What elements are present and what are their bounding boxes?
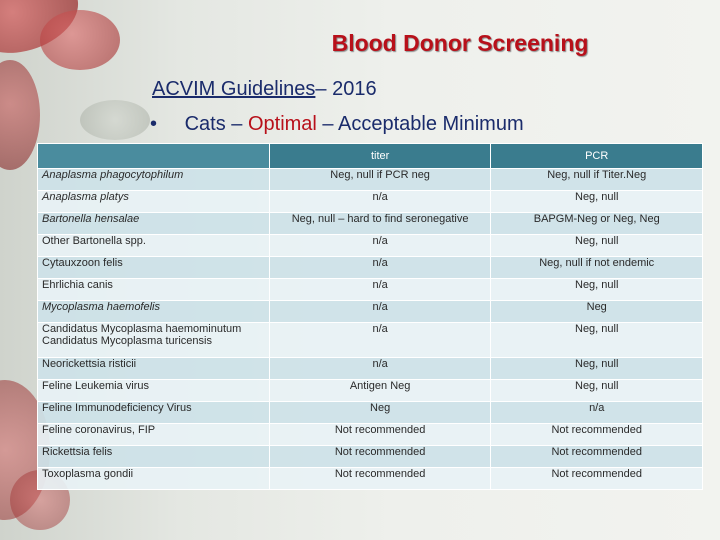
agent-name: Feline Immunodeficiency Virus [38,402,270,424]
table-row [38,424,703,446]
minimum-label: Acceptable Minimum [338,113,524,135]
pcr-value: Neg, null [491,380,703,402]
agent-name-line-1: Candidatus Mycoplasma haemominutum [42,323,242,335]
agent-name [38,323,270,358]
pcr-value: Neg, null [491,235,703,257]
agent-name: Feline coronavirus, FIP [38,424,270,446]
screening-table [37,143,703,490]
titer-value: n/a [269,191,491,213]
pcr-value: Not recommended [491,468,703,490]
cats-bullet-line [150,113,524,136]
agent-name: Ehrlichia canis [38,279,270,301]
table-header-row [38,144,703,169]
header-pcr: PCR [491,144,703,169]
table-row [38,169,703,191]
titer-value: Neg, null – hard to find seronegative [269,213,491,235]
pcr-value: n/a [491,402,703,424]
titer-value: Neg, null if PCR neg [269,169,491,191]
agent-name: Neorickettsia risticii [38,358,270,380]
pcr-value: Not recommended [491,446,703,468]
pcr-value: Neg [491,301,703,323]
table-row [38,279,703,301]
titer-value: n/a [269,301,491,323]
titer-value: Neg [269,402,491,424]
bullet-dot: • [150,113,158,135]
pcr-value: Neg, null [491,358,703,380]
table-row [38,358,703,380]
titer-value: n/a [269,257,491,279]
agent-name: Bartonella hensalae [38,213,270,235]
header-agent [38,144,270,169]
agent-name: Anaplasma phagocytophilum [38,169,270,191]
agent-name: Rickettsia felis [38,446,270,468]
titer-value: Not recommended [269,446,491,468]
guidelines-subtitle: ACVIM Guidelines– 2016 [152,78,377,100]
titer-value: Not recommended [269,424,491,446]
agent-name: Feline Leukemia virus [38,380,270,402]
table-row [38,380,703,402]
pcr-value: Not recommended [491,424,703,446]
pcr-value: Neg, null [491,191,703,213]
agent-name: Cytauxzoon felis [38,257,270,279]
agent-name-line-2: Candidatus Mycoplasma turicensis [42,335,212,347]
agent-name: Other Bartonella spp. [38,235,270,257]
agent-name: Toxoplasma gondii [38,468,270,490]
table-row [38,191,703,213]
pcr-value: Neg, null [491,279,703,301]
pcr-value: Neg, null if not endemic [491,257,703,279]
optimal-label: Optimal [247,113,317,135]
cats-label: Cats – [184,113,243,135]
pcr-value: Neg, null [491,323,703,358]
table-row [38,213,703,235]
table-row [38,446,703,468]
slide-title: Blood Donor Screening [331,30,589,56]
table-row [38,323,703,358]
table-row [38,235,703,257]
titer-value: n/a [269,235,491,257]
pcr-value: Neg, null if Titer.Neg [491,169,703,191]
table-row [38,301,703,323]
titer-value: Antigen Neg [269,380,491,402]
table-row [38,257,703,279]
header-titer: titer [269,144,491,169]
titer-value: n/a [269,323,491,358]
titer-value: Not recommended [269,468,491,490]
pcr-value: BAPGM-Neg or Neg, Neg [491,213,703,235]
table-row [38,468,703,490]
blood-cell-decoration [0,60,40,170]
table-row [38,402,703,424]
agent-name: Mycoplasma haemofelis [38,301,270,323]
titer-value: n/a [269,358,491,380]
titer-value: n/a [269,279,491,301]
separator: – [322,113,334,135]
agent-name: Anaplasma platys [38,191,270,213]
blood-cell-decoration [80,100,150,140]
